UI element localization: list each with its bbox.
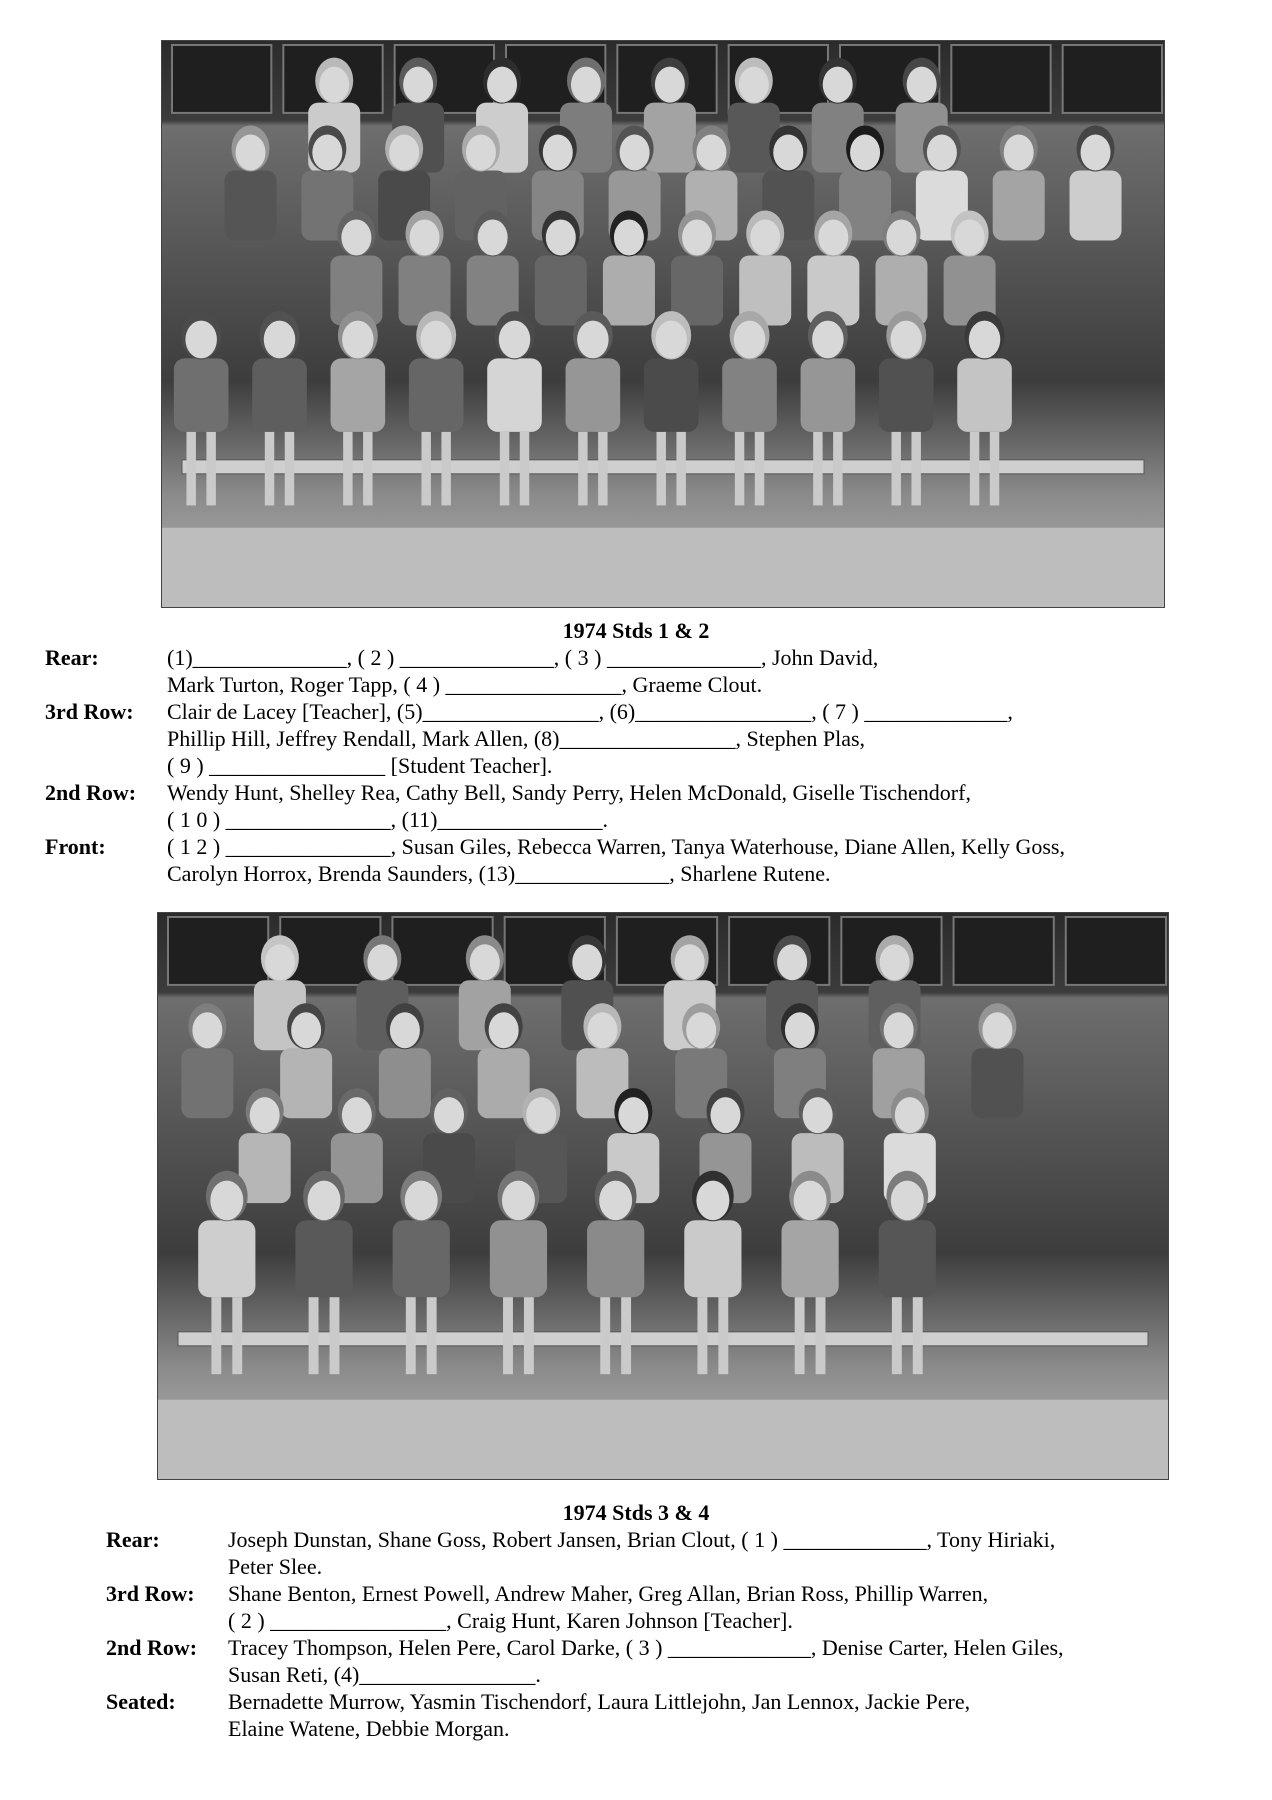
row-names: ( 1 2 ) _______________, Susan Giles, Rebecca Warren, Tanya Waterhouse, Diane Allen, Kelly Goss, Carolyn Horrox, Brenda Saunders, (13)______________, Sharlene Rutene. xyxy=(167,834,1065,886)
names-list-stds-1-2 xyxy=(45,644,1245,887)
class-photo-stds-3-4-image xyxy=(158,913,1168,1479)
row-names: Clair de Lacey [Teacher], (5)________________, (6)________________, ( 7 ) _____________, Phillip Hill, Jeffrey Rendall, Mark Allen, (8)________________, Stephen Plas, ( 9 ) ________________ [Student Teacher]. xyxy=(167,699,1013,778)
class-photo-stds-3-4 xyxy=(157,912,1169,1480)
names-row-2nd xyxy=(106,1634,1246,1688)
row-label: Seated: xyxy=(106,1689,176,1714)
row-label: 2nd Row: xyxy=(106,1635,198,1660)
row-names: Tracey Thompson, Helen Pere, Carol Darke, ( 3 ) _____________, Denise Carter, Helen Giles, Susan Reti, (4)________________. xyxy=(228,1635,1064,1687)
row-names: Bernadette Murrow, Yasmin Tischendorf, Laura Littlejohn, Jan Lennox, Jackie Pere, Elaine Watene, Debbie Morgan. xyxy=(228,1689,971,1741)
names-list-stds-3-4 xyxy=(106,1526,1246,1742)
row-label: Rear: xyxy=(45,645,99,670)
names-row-3rd xyxy=(45,698,1245,779)
names-row-3rd xyxy=(106,1580,1246,1634)
caption-stds-1-2: 1974 Stds 1 & 2 xyxy=(562,618,710,643)
row-names: (1)______________, ( 2 ) ______________, ( 3 ) ______________, John David, Mark Turton, Roger Tapp, ( 4 ) ________________, Graeme Clout. xyxy=(167,645,879,697)
class-photo-stds-1-2-image xyxy=(162,41,1164,607)
row-label: 2nd Row: xyxy=(45,780,137,805)
class-photo-stds-1-2 xyxy=(161,40,1165,608)
names-row-rear xyxy=(45,644,1245,698)
row-label: 3rd Row: xyxy=(106,1581,195,1606)
row-names: Wendy Hunt, Shelley Rea, Cathy Bell, Sandy Perry, Helen McDonald, Giselle Tischendorf, ( 1 0 ) _______________, (11)_______________. xyxy=(167,780,971,832)
row-label: Front: xyxy=(45,834,106,859)
names-row-seated xyxy=(106,1688,1246,1742)
row-label: 3rd Row: xyxy=(45,699,134,724)
caption-stds-3-4: 1974 Stds 3 & 4 xyxy=(562,1500,710,1525)
row-label: Rear: xyxy=(106,1527,160,1552)
names-row-2nd xyxy=(45,779,1245,833)
row-names: Shane Benton, Ernest Powell, Andrew Maher, Greg Allan, Brian Ross, Phillip Warren, ( 2 ) ________________, Craig Hunt, Karen Johnson [Teacher]. xyxy=(228,1581,989,1633)
names-row-front xyxy=(45,833,1245,887)
row-names: Joseph Dunstan, Shane Goss, Robert Jansen, Brian Clout, ( 1 ) _____________, Tony Hiriaki, Peter Slee. xyxy=(228,1527,1056,1579)
names-row-rear xyxy=(106,1526,1246,1580)
